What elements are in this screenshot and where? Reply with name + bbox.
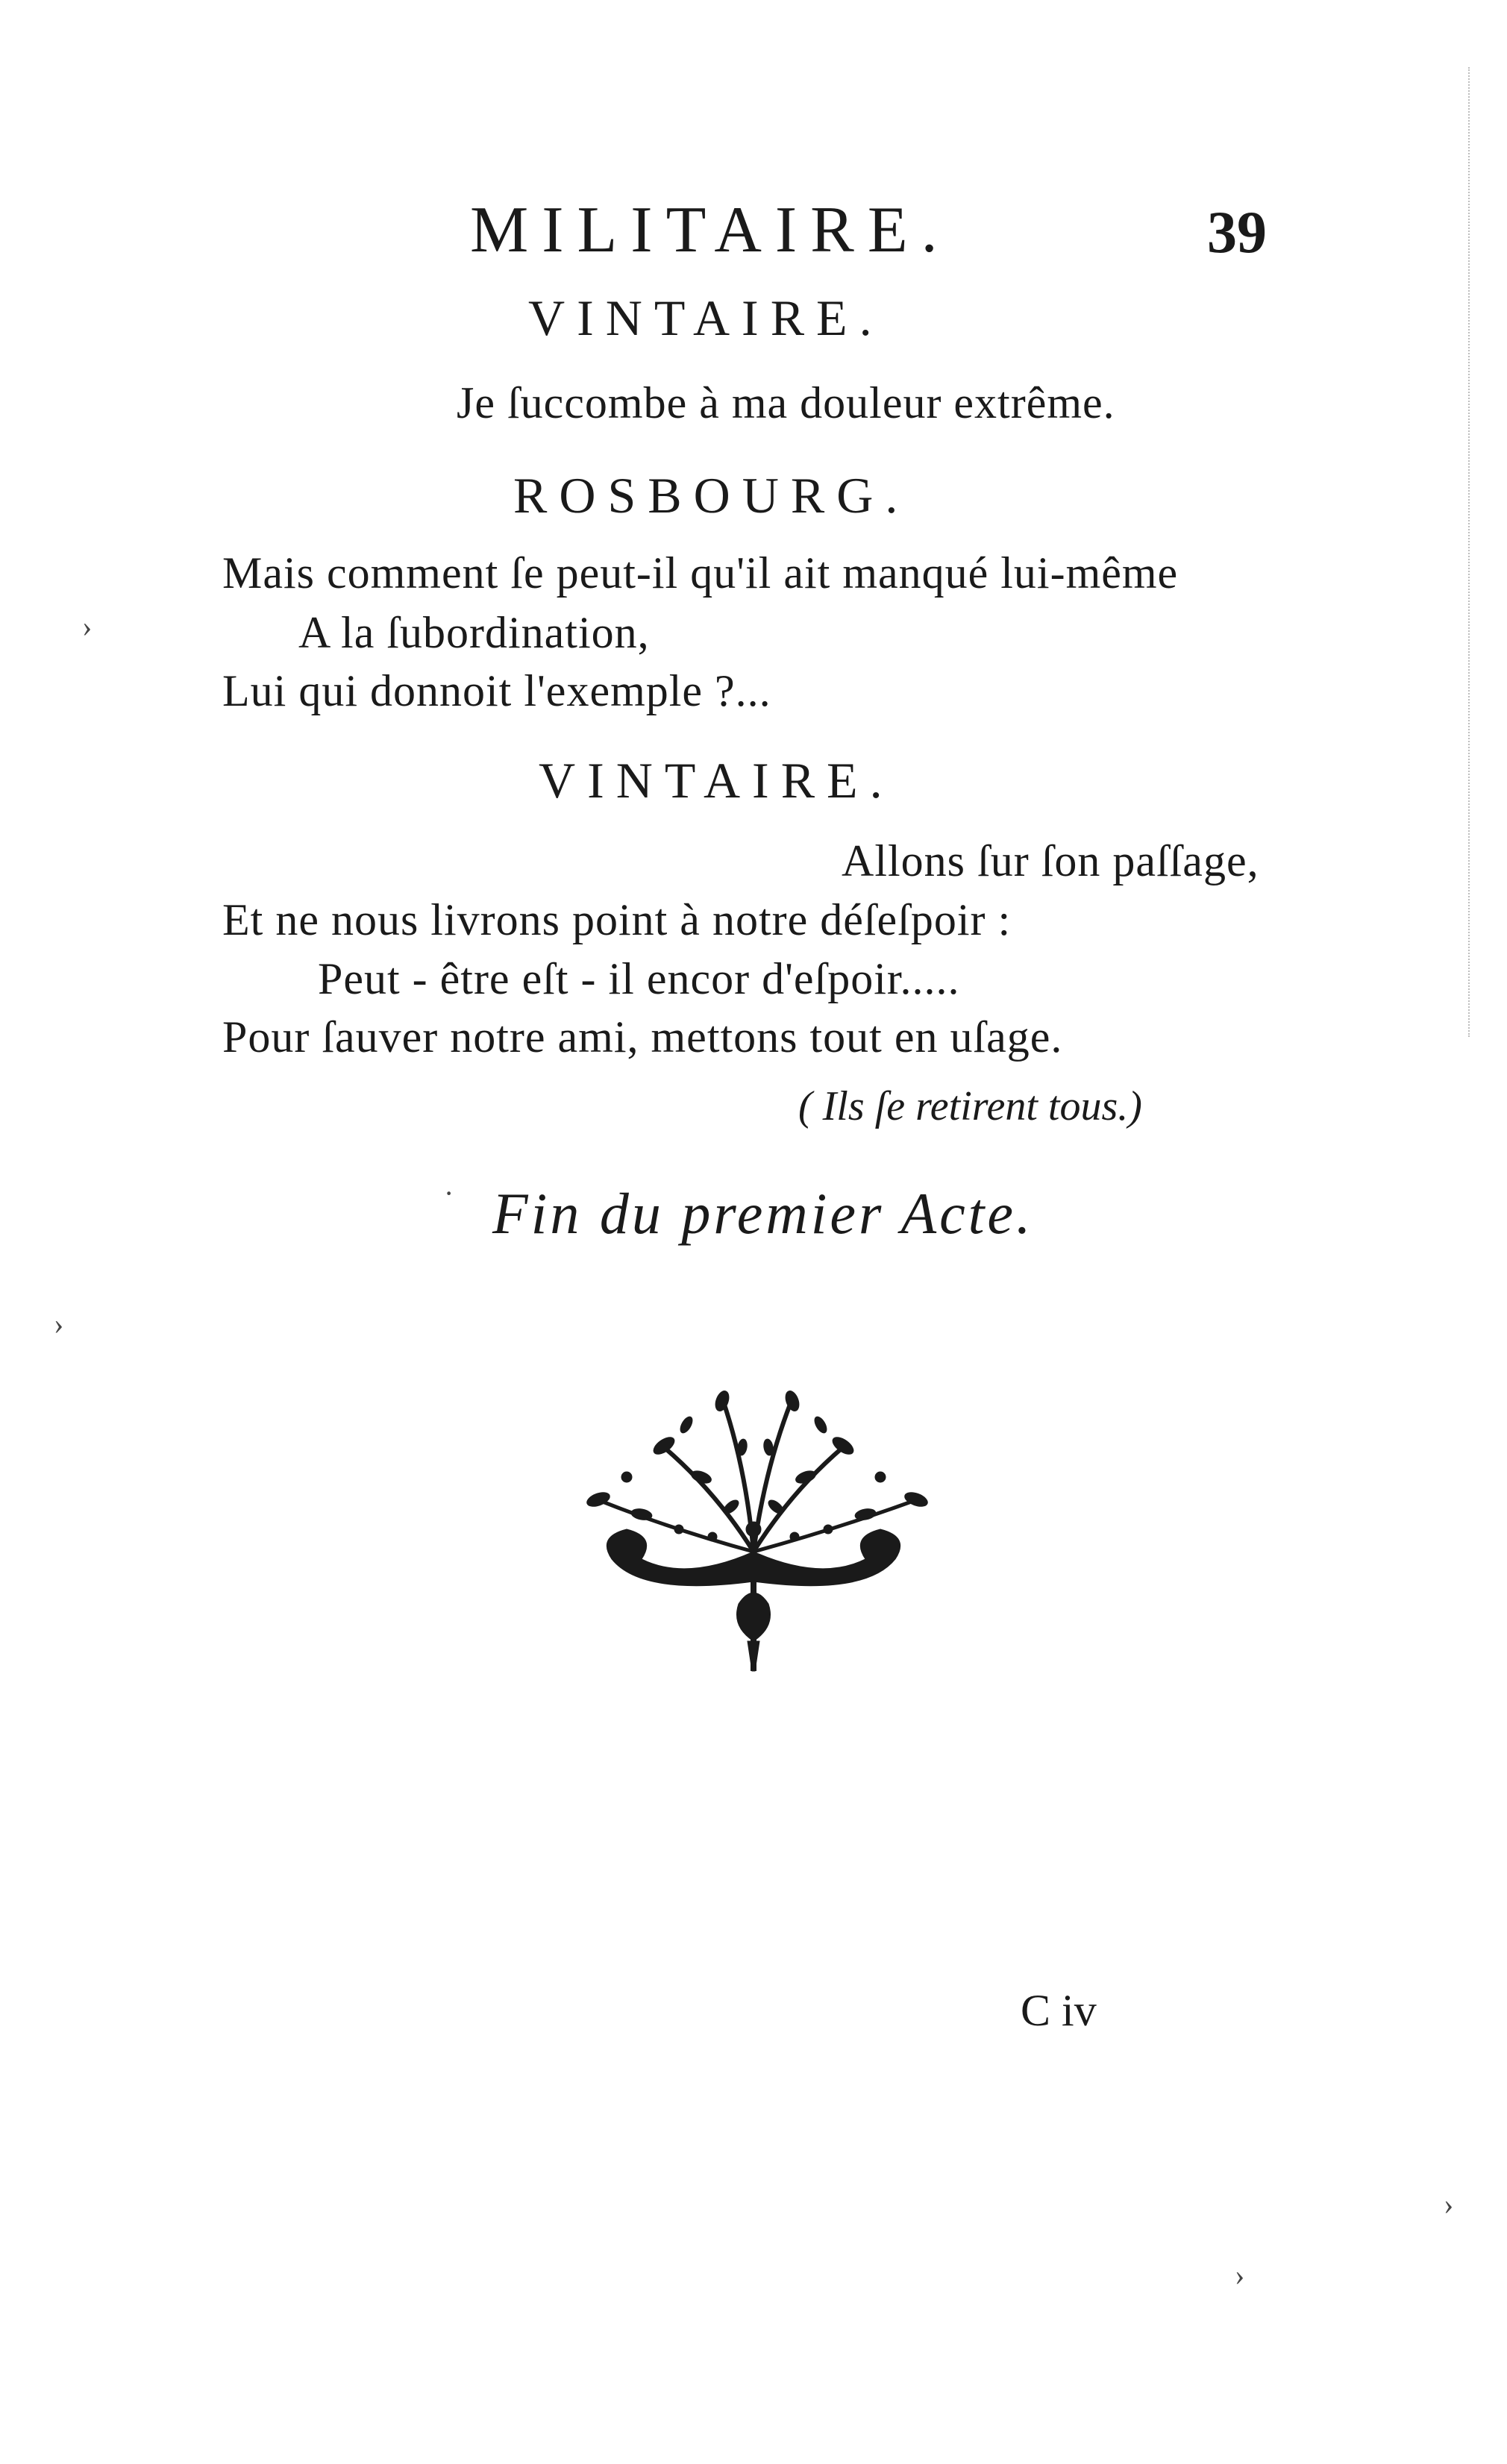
speaker-name: VINTAIRE. [539, 752, 895, 809]
speaker-name: VINTAIRE. [528, 289, 884, 346]
verse-line: Pour ſauver notre ami, mettons tout en uſage. [222, 1012, 1063, 1062]
running-header: MILITAIRE. [470, 194, 951, 266]
page-number: 39 [1207, 200, 1267, 266]
speaker-name: ROSBOURG. [513, 467, 910, 524]
ink-speck: · [444, 1176, 454, 1210]
verse-line: A la ſubordination, [298, 608, 650, 657]
stage-direction: ( Ils ſe retirent tous.) [798, 1083, 1142, 1129]
ink-speck: › [1235, 2258, 1245, 2292]
verse-line: Et ne nous livrons point à notre déſeſpoir : [222, 895, 1012, 944]
verse-line: Mais comment ſe peut-il qu'il ait manqué lui-même [222, 548, 1179, 598]
signature-mark: C iv [1021, 1986, 1097, 2035]
end-of-act: Fin du premier Acte. [492, 1181, 1034, 1246]
verse-line: Peut - être eſt - il encor d'eſpoir..... [318, 954, 960, 1003]
page-edge-shadow [1468, 67, 1507, 1037]
ink-speck: › [1444, 2187, 1454, 2221]
floral-vignette-icon [552, 1358, 955, 1686]
verse-line: Allons ſur ſon paſſage, [842, 836, 1259, 885]
ink-speck: › [54, 1307, 64, 1341]
verse-line: Je ſuccombe à ma douleur extrême. [457, 378, 1115, 427]
verse-line: Lui qui donnoit l'exemple ?... [222, 666, 771, 715]
ink-speck: › [82, 609, 93, 643]
